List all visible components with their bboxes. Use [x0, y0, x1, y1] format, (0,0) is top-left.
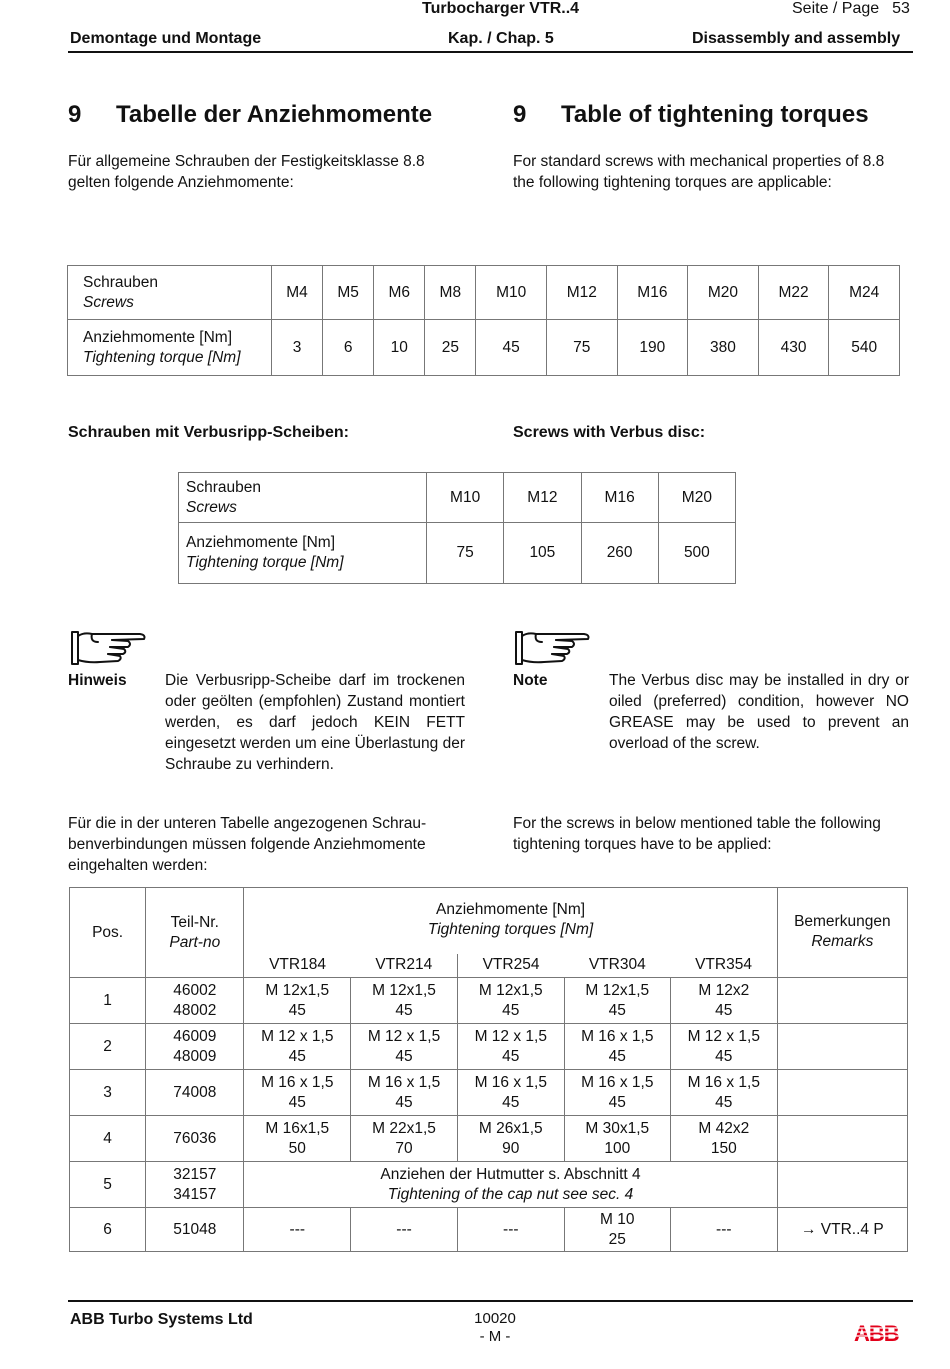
- model-header: VTR214: [351, 954, 458, 978]
- pos-cell: 6: [70, 1208, 146, 1252]
- table1-size: M8: [425, 266, 476, 320]
- header-right: Disassembly and assembly: [692, 30, 901, 47]
- table-row: [70, 1208, 908, 1252]
- remark-cell: → VTR..4 P: [777, 1208, 907, 1252]
- section-title-en: 9 Table of tightening torques: [513, 101, 869, 128]
- pointing-hand-icon: [514, 628, 594, 668]
- part-cell: 46002 48002: [146, 978, 244, 1024]
- table1-size: M24: [829, 266, 900, 320]
- note-text-en: The Verbus disc may be installed in dry or oiled (preferred) condition, however NO GREASE may be used to prevent an overload of the screw.: [609, 672, 909, 752]
- table-row: [70, 1116, 908, 1162]
- page-number: 53: [892, 0, 910, 17]
- table2-size: M12: [504, 473, 581, 523]
- part-header: Teil-Nr. Part-no: [146, 888, 244, 978]
- model-header: VTR184: [244, 954, 351, 978]
- torque-cell: ---: [351, 1208, 458, 1252]
- table1-torque: 540: [829, 320, 900, 376]
- torque-cell: M 22x1,5 70: [351, 1116, 458, 1162]
- table2-size: M20: [658, 473, 735, 523]
- table1-size: M20: [688, 266, 759, 320]
- torque-cell: M 12x1,5 45: [351, 978, 458, 1024]
- table-row: [70, 1162, 908, 1208]
- table1-torque: 3: [272, 320, 323, 376]
- remark-cell: [777, 978, 907, 1024]
- torque-cell: ---: [670, 1208, 777, 1252]
- doc-number: 10020 - M -: [474, 1310, 516, 1345]
- table1-size: M22: [758, 266, 829, 320]
- verbus-heading-de: Schrauben mit Verbusripp-Scheiben:: [68, 424, 349, 441]
- remark-cell: [777, 1162, 907, 1208]
- header-left: Demontage und Montage: [70, 30, 262, 47]
- remark-cell: [777, 1116, 907, 1162]
- doc-title: Turbocharger VTR..4: [422, 0, 580, 17]
- lower-intro-en: For the screws in below mentioned table the following tightening torques have to be applied:: [513, 815, 881, 853]
- footer-rule: [68, 1300, 913, 1302]
- torque-cell: M 30x1,5 100: [564, 1116, 670, 1162]
- torque-cell: M 12x2 45: [670, 978, 777, 1024]
- table-row: [70, 1024, 908, 1070]
- torque-cell: M 16 x 1,5 45: [351, 1070, 458, 1116]
- torque-cell: M 16 x 1,5 45: [670, 1070, 777, 1116]
- lower-intro-de: Für die in der unteren Tabelle angezogenen Schrau- benverbindungen müssen folgende Anziehmomente eingehalten werden:: [68, 815, 427, 874]
- torque-table-parts: [69, 887, 908, 1252]
- part-cell: 51048: [146, 1208, 244, 1252]
- table1-size: M6: [374, 266, 425, 320]
- torque-cell: M 12x1,5 45: [564, 978, 670, 1024]
- model-header: VTR304: [564, 954, 670, 978]
- table2-torque: 75: [427, 523, 504, 584]
- table2-screws-label: Schrauben Screws: [179, 473, 427, 523]
- verbus-heading-en: Screws with Verbus disc:: [513, 424, 706, 441]
- table1-torque: 45: [476, 320, 547, 376]
- pos-cell: 1: [70, 978, 146, 1024]
- pointing-hand-icon: [70, 628, 150, 668]
- torque-table-verbus: [178, 472, 736, 584]
- torque-cell: M 12 x 1,5 45: [351, 1024, 458, 1070]
- table1-torque: 430: [758, 320, 829, 376]
- torque-cell: M 12 x 1,5 45: [670, 1024, 777, 1070]
- page-label: Seite / Page 53: [792, 0, 910, 17]
- pos-cell: 2: [70, 1024, 146, 1070]
- pos-cell: 3: [70, 1070, 146, 1116]
- torque-cell: M 12x1,5 45: [457, 978, 564, 1024]
- torque-header: Anziehmomente [Nm] Tightening torques [Nm]: [244, 888, 777, 954]
- torque-cell: M 26x1,5 90: [457, 1116, 564, 1162]
- table1-torque-label: Anziehmomente [Nm] Tightening torque [Nm]: [68, 320, 272, 376]
- table-row: [70, 1070, 908, 1116]
- part-cell: 32157 34157: [146, 1162, 244, 1208]
- cap-nut-note-cell: Anziehen der Hutmutter s. Abschnitt 4 Tightening of the cap nut see sec. 4: [244, 1162, 777, 1208]
- model-header: VTR254: [457, 954, 564, 978]
- table2-torque: 260: [581, 523, 658, 584]
- pos-cell: 5: [70, 1162, 146, 1208]
- table1-torque: 380: [688, 320, 759, 376]
- section-title-de: 9 Tabelle der Anziehmomente: [68, 101, 433, 128]
- torque-table-standard: [67, 265, 900, 376]
- svg-text:ABB: ABB: [854, 1322, 899, 1344]
- torque-cell: M 16x1,5 50: [244, 1116, 351, 1162]
- table2-size: M16: [581, 473, 658, 523]
- table1-size: M4: [272, 266, 323, 320]
- torque-cell: M 16 x 1,5 45: [564, 1024, 670, 1070]
- torque-cell: M 10 25: [564, 1208, 670, 1252]
- pos-cell: 4: [70, 1116, 146, 1162]
- table2-torque: 500: [658, 523, 735, 584]
- header-rule: [68, 51, 913, 53]
- torque-cell: M 42x2 150: [670, 1116, 777, 1162]
- model-header: VTR354: [670, 954, 777, 978]
- remark-cell: [777, 1024, 907, 1070]
- torque-cell: M 12 x 1,5 45: [244, 1024, 351, 1070]
- table-row: [70, 978, 908, 1024]
- note-text-de: Die Verbusripp-Scheibe darf im trockenen oder geölten (empfohlen) Zustand montiert werden, es darf jedoch KEIN FETT eingesetzt werden um eine Überlastung der Schraube zu verhindern.: [165, 672, 465, 773]
- company-name: ABB Turbo Systems Ltd: [70, 1311, 253, 1328]
- remarks-header: Bemerkungen Remarks: [777, 888, 907, 978]
- table1-torque: 190: [617, 320, 688, 376]
- torque-cell: ---: [244, 1208, 351, 1252]
- torque-cell: M 12x1,5 45: [244, 978, 351, 1024]
- table1-screws-label: Schrauben Screws: [68, 266, 272, 320]
- torque-cell: M 16 x 1,5 45: [457, 1070, 564, 1116]
- part-cell: 46009 48009: [146, 1024, 244, 1070]
- table2-torque: 105: [504, 523, 581, 584]
- table2-size: M10: [427, 473, 504, 523]
- table1-size: M10: [476, 266, 547, 320]
- header-chapter: Kap. / Chap. 5: [448, 30, 554, 47]
- table1-size: M12: [546, 266, 617, 320]
- pos-header: Pos.: [70, 888, 146, 978]
- table1-size: M5: [323, 266, 374, 320]
- table1-torque: 75: [546, 320, 617, 376]
- note-label-en: Note: [513, 672, 548, 689]
- abb-logo: [854, 1322, 912, 1344]
- torque-cell: M 16 x 1,5 45: [564, 1070, 670, 1116]
- table1-size: M16: [617, 266, 688, 320]
- table1-torque: 10: [374, 320, 425, 376]
- table1-torque: 25: [425, 320, 476, 376]
- torque-cell: ---: [457, 1208, 564, 1252]
- table2-torque-label: Anziehmomente [Nm] Tightening torque [Nm]: [179, 523, 427, 584]
- torque-cell: M 12 x 1,5 45: [457, 1024, 564, 1070]
- remark-cell: [777, 1070, 907, 1116]
- part-cell: 74008: [146, 1070, 244, 1116]
- intro-en: For standard screws with mechanical properties of 8.8 the following tightening torques are applicable:: [513, 153, 885, 191]
- part-cell: 76036: [146, 1116, 244, 1162]
- note-label-de: Hinweis: [68, 672, 127, 689]
- table1-torque: 6: [323, 320, 374, 376]
- torque-cell: M 16 x 1,5 45: [244, 1070, 351, 1116]
- intro-de: Für allgemeine Schrauben der Festigkeitsklasse 8.8 gelten folgende Anziehmomente:: [68, 153, 425, 191]
